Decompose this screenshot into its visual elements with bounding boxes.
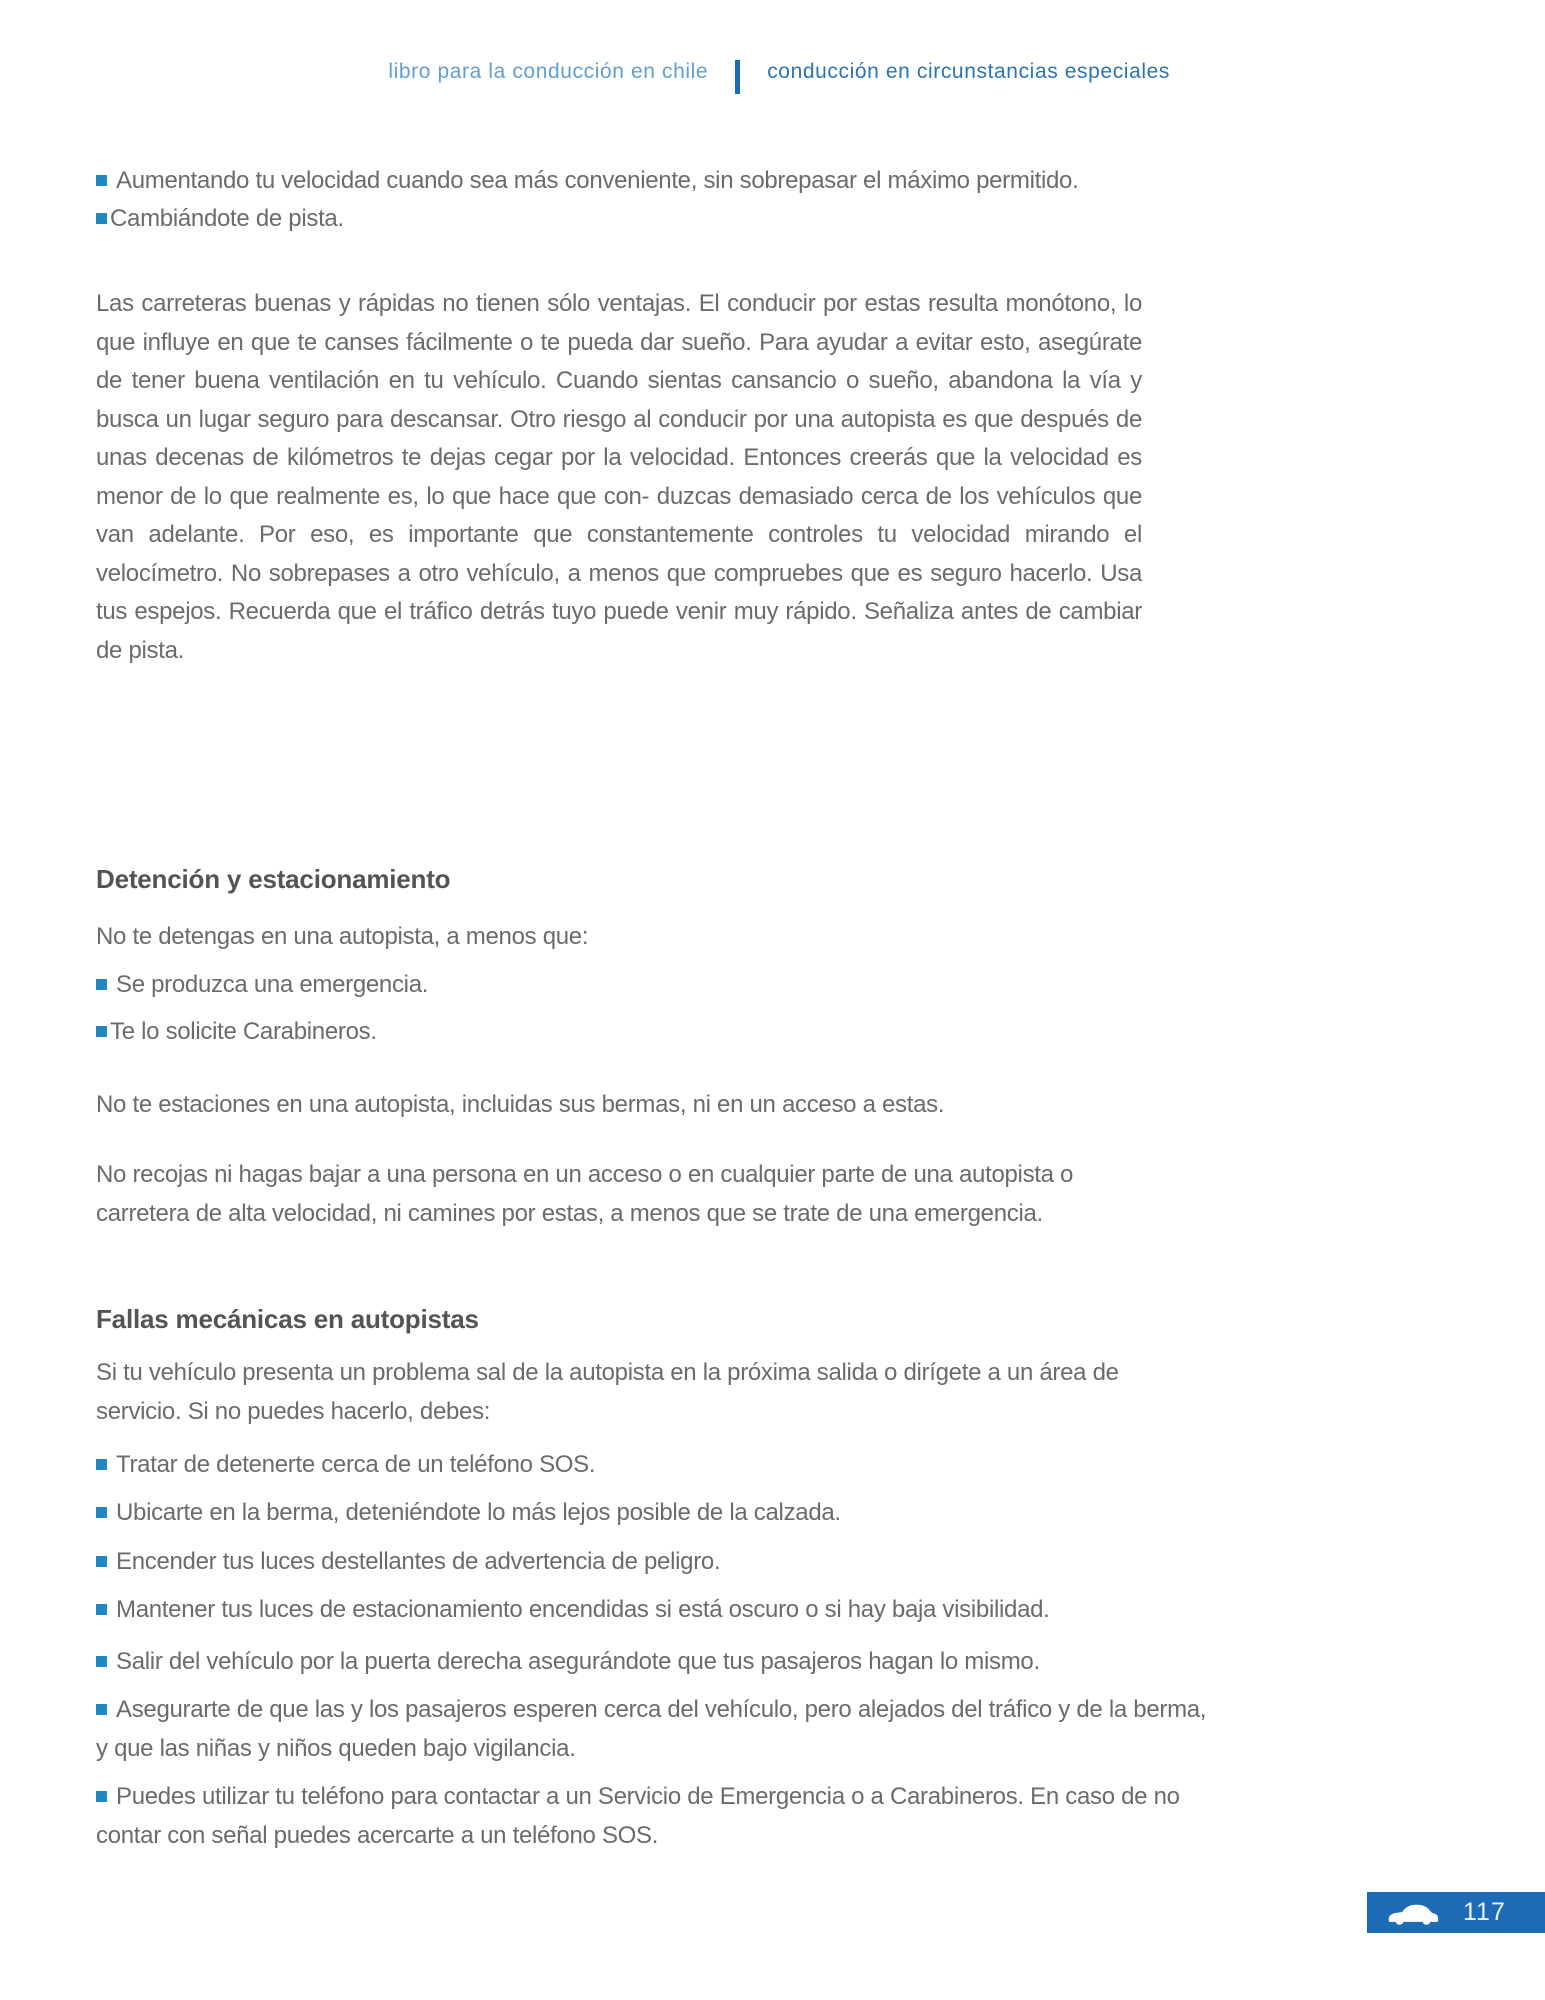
list-item xyxy=(96,1643,1216,1682)
section-heading-fallas: Fallas mecánicas en autopistas xyxy=(96,1304,479,1334)
list-item-text: Te lo solicite Carabineros. xyxy=(110,1018,377,1045)
list-item xyxy=(96,200,1142,239)
bullet-square-icon xyxy=(96,979,107,990)
list-item xyxy=(96,162,1142,201)
header-chapter-title: conducción en circunstancias especiales xyxy=(767,60,1170,83)
body-paragraph: No te estaciones en una autopista, incluidas sus bermas, ni en un acceso a estas. xyxy=(96,1091,945,1118)
bullet-square-icon xyxy=(96,175,107,186)
footer-page-badge xyxy=(1367,1892,1545,1933)
list-item-text: Cambiándote de pista. xyxy=(110,205,344,232)
body-paragraph: Las carreteras buenas y rápidas no tienen sólo ventajas. El conducir por estas resulta monótono, lo que influye en que te canses fácilmente o te pueda dar sueño. Para ayudar a evitar esto, asegúrate de tener buena ventilación en tu vehículo. Cuando sientas cansancio o sueño, abandona la vía y busca un lugar seguro para descansar. Otro riesgo al conducir por una autopista es que después de unas decenas de kilómetros te dejas cegar por la velocidad. Entonces creerás que la velocidad es menor de lo que realmente es, lo que hace que con- duzcas demasiado cerca de los vehículos que van adelante. Por eso, es importante que constantemente controles tu velocidad mirando el velocímetro. No sobrepases a otro vehículo, a menos que compruebes que es seguro hacerlo. Usa tus espejos. Recuerda que el tráfico detrás tuyo puede venir muy rápido. Señaliza antes de cambiar de pista. xyxy=(96,290,1142,664)
car-icon xyxy=(1387,1900,1439,1926)
list-item xyxy=(96,1543,1216,1582)
list-item xyxy=(96,1778,1216,1855)
list-item-text: Salir del vehículo por la puerta derecha asegurándote que tus pasajeros hagan lo mismo. xyxy=(116,1648,1040,1675)
section-heading-detencion: Detención y estacionamiento xyxy=(96,864,451,894)
bullet-square-icon xyxy=(96,1791,107,1802)
bullet-square-icon xyxy=(96,1507,107,1518)
list-item-text: Tratar de detenerte cerca de un teléfono SOS. xyxy=(116,1451,596,1478)
section-intro: Si tu vehículo presenta un problema sal de la autopista en la próxima salida o dirígete a un área de servicio. Si no puedes hacerlo, debes: xyxy=(96,1359,1119,1425)
list-item xyxy=(96,966,1142,1005)
list-item-text: Mantener tus luces de estacionamiento encendidas si está oscuro o si hay baja visibilidad. xyxy=(116,1596,1050,1623)
bullet-square-icon xyxy=(96,1604,107,1615)
list-item-text: Asegurarte de que las y los pasajeros esperen cerca del vehículo, pero alejados del tráfico y de la berma, y que las niñas y niños queden bajo vigilancia. xyxy=(96,1696,1207,1762)
list-item xyxy=(96,1013,1142,1052)
page-header xyxy=(0,50,1170,94)
bullet-square-icon xyxy=(96,1026,107,1037)
bullet-square-icon xyxy=(96,1459,107,1470)
list-item xyxy=(96,1494,1216,1533)
header-divider xyxy=(735,60,740,94)
header-book-title: libro para la conducción en chile xyxy=(388,60,709,83)
body-paragraph: No recojas ni hagas bajar a una persona en un acceso o en cualquier parte de una autopista o carretera de alta velocidad, ni camines por estas, a menos que se trate de una emergencia. xyxy=(96,1161,1074,1227)
list-item xyxy=(96,1691,1216,1768)
list-item xyxy=(96,1446,1216,1485)
list-item-text: Ubicarte en la berma, deteniéndote lo más lejos posible de la calzada. xyxy=(116,1499,841,1526)
list-item-text: Aumentando tu velocidad cuando sea más conveniente, sin sobrepasar el máximo permitido. xyxy=(116,167,1079,194)
list-item-text: Encender tus luces destellantes de advertencia de peligro. xyxy=(116,1548,721,1575)
bullet-square-icon xyxy=(96,1704,107,1715)
list-item-text: Puedes utilizar tu teléfono para contactar a un Servicio de Emergencia o a Carabineros. En caso de no contar con señal puedes acercarte a un teléfono SOS. xyxy=(96,1783,1180,1849)
bullet-square-icon xyxy=(96,213,107,224)
list-item-text: Se produzca una emergencia. xyxy=(116,971,429,998)
page-number: 117 xyxy=(1463,1898,1506,1926)
bullet-square-icon xyxy=(96,1656,107,1667)
section-intro: No te detengas en una autopista, a menos que: xyxy=(96,923,589,950)
list-item xyxy=(96,1591,1216,1630)
bullet-square-icon xyxy=(96,1556,107,1567)
